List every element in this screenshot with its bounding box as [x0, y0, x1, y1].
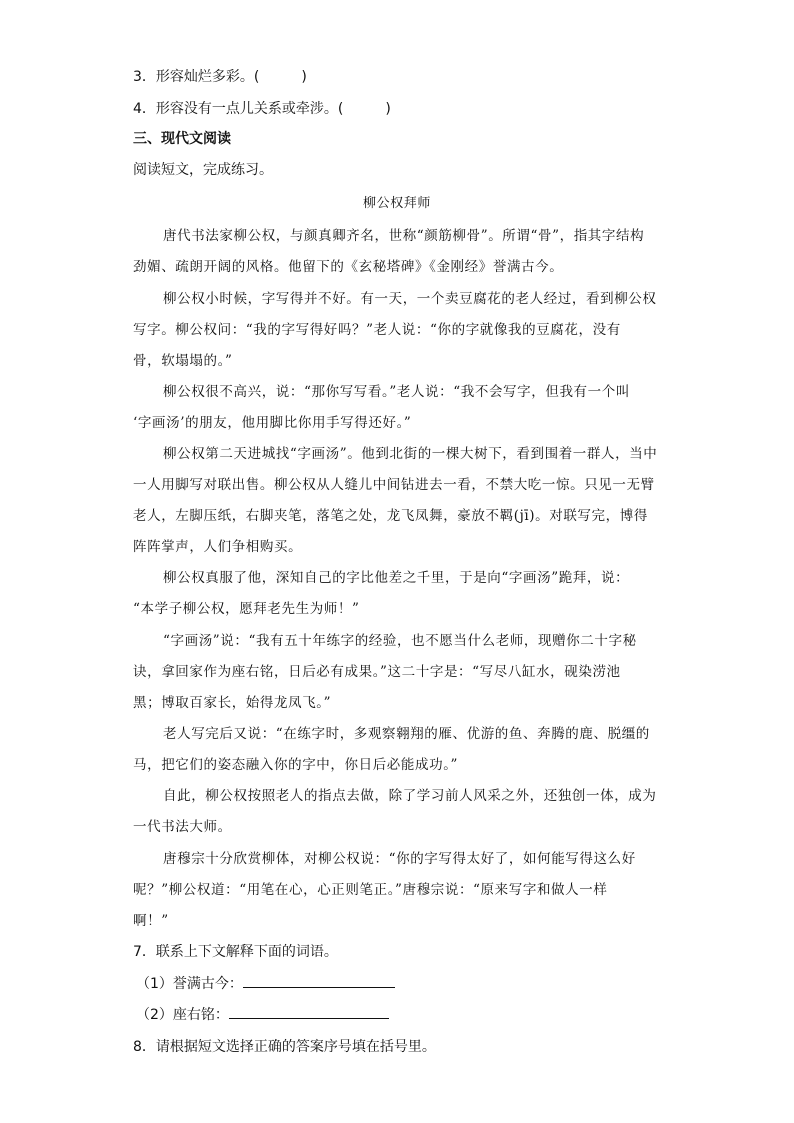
question-4: 4．形容没有一点儿关系或牵涉。( ) — [133, 101, 391, 117]
passage-line: 老人写完后又说：“在练字时，多观察翱翔的雁、优游的鱼、奔腾的鹿、脱缰的 — [163, 726, 650, 742]
answer-blank[interactable] — [229, 1004, 389, 1019]
passage-line: 唐代书法家柳公权，与颜真卿齐名，世称“颜筋柳骨”。所谓“骨”，指其字结构 — [163, 228, 645, 244]
answer-blank[interactable] — [243, 973, 395, 988]
passage-line: 柳公权第二天进城找“字画汤”。他到北街的一棵大树下，看到围着一群人，当中 — [163, 446, 658, 462]
passage-line: 阵阵掌声，人们争相购买。 — [133, 539, 303, 555]
section-heading: 三、现代文阅读 — [133, 131, 231, 147]
passage-line: 劲媚、疏朗开阔的风格。他留下的《玄秘塔碑》《金刚经》誉满古今。 — [133, 259, 564, 275]
question-7-item — [136, 973, 395, 993]
question-7-item — [136, 1004, 389, 1024]
question-7-item-label: （2）座右铭： — [136, 1007, 229, 1023]
passage-line: “本学子柳公权，愿拜老先生为师！” — [133, 601, 360, 617]
passage-line: 骨，软塌塌的。” — [133, 353, 233, 369]
question-7-item-label: （1）誉满古今： — [136, 976, 243, 992]
passage-line: ‘字画汤’的朋友，他用脚比你用手写得还好。” — [133, 415, 412, 431]
passage-line: 黑；博取百家长，始得龙凤飞。” — [133, 695, 332, 711]
passage-line: 唐穆宗十分欣赏柳体，对柳公权说：“你的字写得太好了，如何能写得这么好 — [163, 851, 636, 867]
question-7-prompt: 7．联系上下文解释下面的词语。 — [133, 944, 338, 960]
question-8-prompt: 8．请根据短文选择正确的答案序号填在括号里。 — [133, 1039, 436, 1055]
passage-line: 马，把它们的姿态融入你的字中，你日后必能成功。” — [133, 757, 459, 773]
passage-line: 柳公权真服了他，深知自己的字比他差之千里，于是向“字画汤”跪拜，说： — [163, 570, 630, 586]
instruction: 阅读短文，完成练习。 — [133, 162, 273, 178]
passage-line: 一人用脚写对联出售。柳公权从人缝儿中间钻进去一看，不禁大吃一惊。只见一无臂 — [133, 477, 655, 493]
passage-line: 呢？”柳公权道：“用笔在心，心正则笔正。”唐穆宗说：“原来写字和做人一样 — [133, 882, 608, 898]
passage-line: 啊！” — [133, 913, 169, 929]
passage-line: 柳公权小时候，字写得并不好。有一天，一个卖豆腐花的老人经过，看到柳公权 — [163, 291, 657, 307]
passage-title: 柳公权拜师 — [363, 196, 432, 211]
passage-line: 柳公权很不高兴，说：“那你写写看。”老人说：“我不会写字，但我有一个叫 — [163, 384, 630, 400]
passage-line: 自此，柳公权按照老人的指点去做，除了学习前人风采之外，还独创一体，成为 — [163, 788, 657, 804]
question-3: 3．形容灿烂多彩。( ) — [133, 69, 307, 85]
passage-line: 诀，拿回家作为座右铭，日后必有成果。”这二十字是：“写尽八缸水，砚染涝池 — [133, 664, 621, 680]
passage-line: 写字。柳公权问：“我的字写得好吗？”老人说：“你的字就像我的豆腐花，没有 — [133, 322, 621, 338]
passage-line: 一代书法大师。 — [133, 819, 232, 835]
passage-line: 老人，左脚压纸，右脚夹笔，落笔之处，龙飞凤舞，豪放不羁(jī)。对联写完，博得 — [133, 508, 648, 524]
passage-line: “字画汤”说：“我有五十年练字的经验，也不愿当什么老师，现赠你二十字秘 — [163, 633, 637, 649]
